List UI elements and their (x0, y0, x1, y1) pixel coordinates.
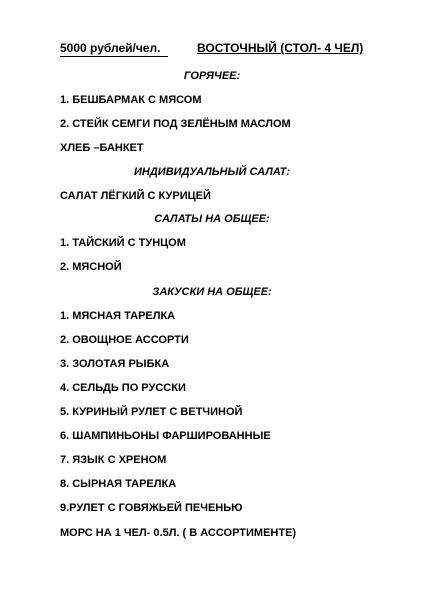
list-item: 1. ТАЙСКИЙ С ТУНЦОМ (60, 237, 186, 249)
price-underline (60, 56, 168, 57)
list-item: 1. МЯСНАЯ ТАРЕЛКА (60, 310, 176, 322)
price-per-person: 5000 рублей/чел. (60, 41, 161, 55)
list-item: 4. СЕЛЬДЬ ПО РУССКИ (60, 382, 186, 394)
drink-item: МОРС НА 1 ЧЕЛ- 0.5Л. ( В АССОРТИМЕНТЕ) (60, 527, 297, 539)
section-hot-heading: ГОРЯЧЕЕ: (183, 70, 241, 82)
list-item: 7. ЯЗЫК С ХРЕНОМ (60, 454, 167, 466)
list-item: 6. ШАМПИНЬОНЫ ФАРШИРОВАННЫЕ (60, 430, 271, 442)
list-item: 2. СТЕЙК СЕМГИ ПОД ЗЕЛЁНЫМ МАСЛОМ (60, 118, 291, 130)
list-item: 1. БЕШБАРМАК С МЯСОМ (60, 94, 202, 106)
section-individual-salad-heading: ИНДИВИДУАЛЬНЫЙ САЛАТ: (134, 166, 290, 178)
bread-item: ХЛЕБ –БАНКЕТ (60, 142, 144, 154)
section-shared-salads-heading: САЛАТЫ НА ОБЩЕЕ: (154, 213, 270, 225)
list-item: 2. ОВОЩНОЕ АССОРТИ (60, 334, 189, 346)
list-item: 9.РУЛЕТ С ГОВЯЖЬЕЙ ПЕЧЕНЬЮ (60, 502, 243, 514)
section-shared-snacks-heading: ЗАКУСКИ НА ОБЩЕЕ: (152, 286, 272, 298)
list-item: 3. ЗОЛОТАЯ РЫБКА (60, 358, 170, 370)
list-item: 8. СЫРНАЯ ТАРЕЛКА (60, 478, 177, 490)
menu-title: ВОСТОЧНЫЙ (СТОЛ- 4 ЧЕЛ) (197, 41, 364, 55)
list-item: 5. КУРИНЫЙ РУЛЕТ С ВЕТЧИНОЙ (60, 406, 243, 418)
list-item: САЛАТ ЛЁГКИЙ С КУРИЦЕЙ (60, 190, 211, 202)
list-item: 2. МЯСНОЙ (60, 261, 122, 273)
